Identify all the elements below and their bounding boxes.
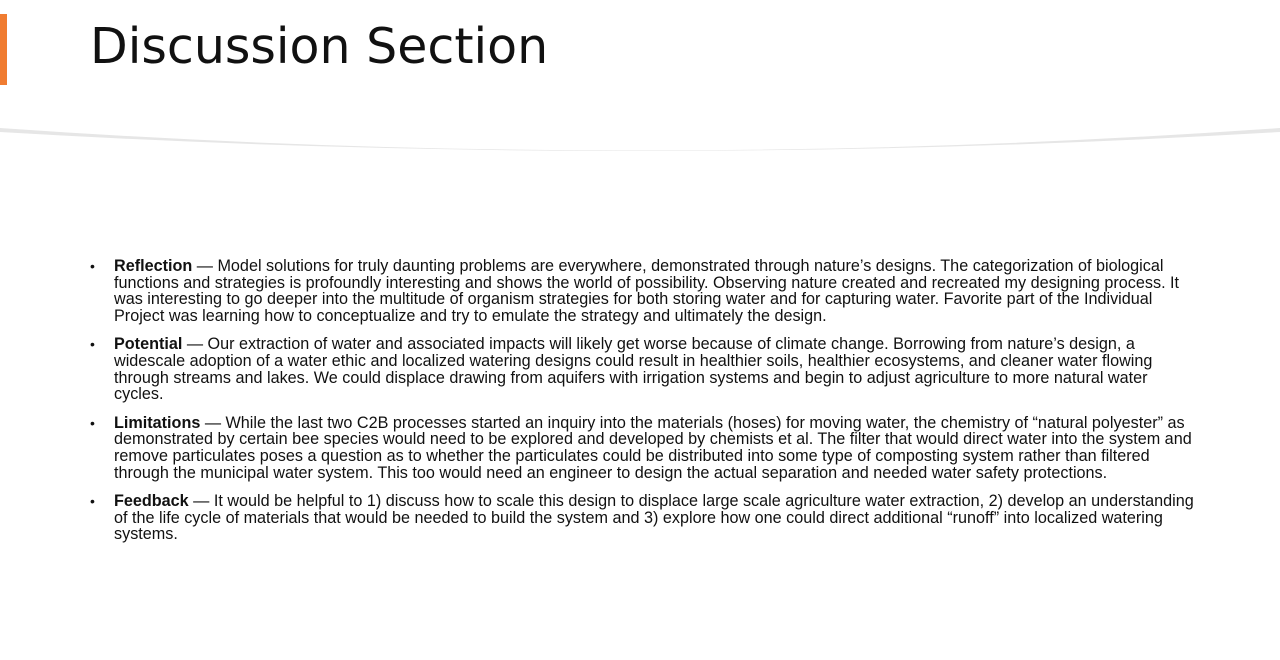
bullet-text: — Model solutions for truly daunting problems are everywhere, demonstrated through nature’s designs. The categorization of biological functions and strategies is profoundly interesting and shows the world of possibility. Observing nature created and recreated my designing process. It was interesting to go deeper into the multitude of organism strategies for both storing water and for capturing water. Favorite part of the Individual Project was learning how to conceptualize and try to emulate the strategy and ultimately the design. bbox=[114, 257, 1180, 325]
bullet-point-icon: • bbox=[90, 493, 95, 510]
bullet-reflection bbox=[90, 257, 1194, 325]
bullet-text: — Our extraction of water and associated impacts will likely get worse because of climate change. Borrowing from nature’s design, a widescale adoption of a water ethic and localized watering designs could result in healthier soils, healthier ecosystems, and cleaner water flowing through streams and lakes. We could displace drawing from aquifers with irrigation systems and begin to adjust agriculture to more natural water cycles. bbox=[114, 335, 1153, 404]
bullet-text: — It would be helpful to 1) discuss how to scale this design to displace large scale agriculture water extraction, 2) develop an understanding of the life cycle of materials that would be needed to build the system and 3) explore how one could direct additional “runoff” into localized watering systems. bbox=[114, 492, 1194, 544]
divider-curve-path bbox=[0, 128, 1280, 151]
bullet-point-icon: • bbox=[90, 258, 95, 274]
bullet-text: — While the last two C2B processes started an inquiry into the materials (hoses) for moving water, the chemistry of “natural polyester” as demonstrated by certain bee species would need to be explored and developed by chemists et al. The filter that would direct water into the system and remove particulates poses a question as to whether the particulates could be distributed into some type of composting system rather than filtered through the municipal water system. This too would need an engineer to design the actual separation and needed water safety protections. bbox=[114, 413, 1192, 482]
bullet-list bbox=[90, 257, 1194, 555]
bullet-potential bbox=[90, 335, 1194, 404]
bullet-term: Potential bbox=[114, 335, 183, 354]
bullet-term: Feedback bbox=[114, 492, 189, 511]
bullet-limitations bbox=[90, 413, 1194, 482]
accent-bar bbox=[0, 14, 7, 85]
bullet-point-icon: • bbox=[90, 414, 95, 431]
bullet-point-icon: • bbox=[90, 336, 95, 353]
slide-title: Discussion Section bbox=[90, 18, 549, 75]
bullet-term: Reflection bbox=[114, 257, 193, 275]
title-divider-curve bbox=[0, 118, 1280, 168]
bullet-term: Limitations bbox=[114, 413, 201, 432]
bullet-feedback bbox=[90, 492, 1194, 544]
